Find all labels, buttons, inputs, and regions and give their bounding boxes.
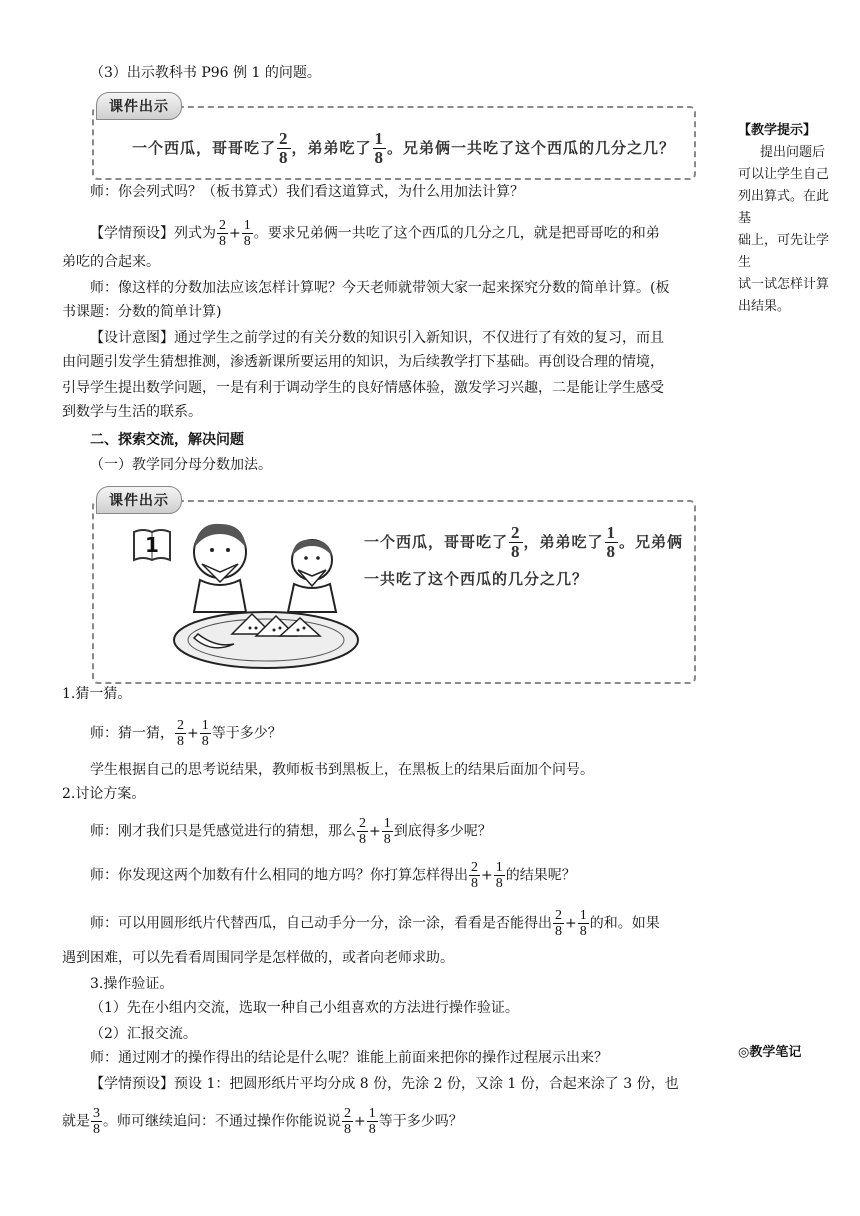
paragraph: 学生根据自己的思考说结果，教师板书到黑板上，在黑板上的结果后面加个问号。: [90, 762, 594, 778]
paragraph: 师：刚才我们只是凭感觉进行的猜想，那么 $\frac{2}{8}$ + $\frac{1}{8}$ 到底得多少呢？: [90, 816, 492, 847]
paragraph: 师：像这样的分数加法应该怎样计算呢？今天老师就带领大家一起来探究分数的简单计算。(板: [90, 280, 670, 296]
watermelon-illustration: [172, 512, 360, 670]
example-number: 1: [145, 533, 159, 557]
teaching-tip-line: 础上，可先让学生: [738, 233, 830, 270]
paragraph: 弟吃的合起来。: [62, 254, 160, 270]
courseware-label: 课件出示: [96, 486, 182, 514]
paragraph: （一）教学同分母分数加法。: [90, 457, 272, 473]
teaching-tip-line: 出结果。: [738, 299, 791, 314]
section-heading: 二、探索交流，解决问题: [90, 432, 244, 448]
step-heading: 2.讨论方案。: [62, 786, 146, 802]
paragraph: 师：猜一猜， $\frac{2}{8}$ + $\frac{1}{8}$ 等于多少？: [90, 718, 282, 749]
paragraph: 到数学与生活的联系。: [62, 404, 202, 420]
courseware-problem: 一个西瓜，哥哥吃了 $\frac{2}{8}$ ，弟弟吃了 $\frac{1}{8}$ 。兄弟俩一共吃了这个西瓜的几分之几？: [132, 129, 676, 167]
paragraph: 遇到困难，可以先看看周围同学是怎样做的，或者向老师求助。: [62, 950, 454, 966]
teaching-tip-line: 试一试怎样计算: [738, 277, 830, 292]
paragraph: 【学情预设】预设 1：把圆形纸片平均分成 8 份，先涂 2 份，又涂 1 份，合起来涂了 3 份，也: [90, 1076, 679, 1092]
paragraph: 引导学生提出数学问题，一是有利于调动学生的良好情感体验，激发学习兴趣，二是能让学生感受: [62, 380, 664, 396]
paragraph: 师：通过刚才的操作得出的结论是什么呢？谁能上前面来把你的操作过程展示出来？: [90, 1050, 608, 1066]
paragraph: 师：可以用圆形纸片代替西瓜，自己动手分一分，涂一涂，看看是否能得出 $\frac{2}{8}$ + $\frac{1}{8}$ 的和。如果: [90, 908, 660, 939]
paragraph: 书课题：分数的简单计算): [62, 304, 222, 320]
teaching-tip-line: 提出问题后: [760, 145, 826, 160]
paragraph: 【设计意图】通过学生之前学过的有关分数的知识引入新知识，不仅进行了有效的复习，而且: [90, 330, 664, 346]
step-heading: 3.操作验证。: [90, 976, 174, 992]
step-heading: 1.猜一猜。: [62, 686, 132, 702]
teaching-tip-line: 可以让学生自己: [738, 167, 830, 182]
paragraph: 由问题引发学生猜想推测，渗透新课所要运用的知识，为后续教学打下基础。再创设合理的情境，: [62, 354, 664, 370]
paragraph: （1）先在小组内交流，选取一种自己小组喜欢的方法进行操作验证。: [90, 1000, 519, 1016]
teaching-tip-line: 列出算式。在此基: [738, 189, 830, 226]
courseware-problem-cont: 一共吃了这个西瓜的几分之几？: [364, 570, 589, 588]
courseware-problem: 一个西瓜，哥哥吃了 $\frac{2}{8}$ ，弟弟吃了 $\frac{1}{8}$ 。兄弟俩: [364, 523, 684, 561]
paragraph: 师：你会列式吗？（板书算式）我们看这道算式，为什么用加法计算？: [90, 184, 524, 200]
teaching-tip-title: 【教学提示】: [738, 123, 817, 138]
paragraph: 师：你发现这两个加数有什么相同的地方吗？你打算怎样得出 $\frac{2}{8}$ + $\frac{1}{8}$ 的结果呢？: [90, 860, 576, 891]
paragraph: 【学情预设】列式为 $\frac{2}{8}$ + $\frac{1}{8}$ 。要求兄弟俩一共吃了这个西瓜的几分之几，就是把哥哥吃的和弟: [90, 218, 660, 249]
example-number-badge: [132, 528, 172, 562]
paragraph: （3）出示教科书 P96 例 1 的问题。: [90, 65, 321, 81]
paragraph: 就是 $\frac{3}{8}$ 。师可继续追问：不通过操作你能说说 $\frac{2}{8}$ + $\frac{1}{8}$ 等于多少吗？: [62, 1106, 463, 1137]
paragraph: （2）汇报交流。: [90, 1026, 197, 1042]
teaching-tip: [738, 120, 840, 318]
courseware-label: 课件出示: [96, 92, 182, 120]
teaching-notes-heading: ◎教学笔记: [738, 1045, 802, 1060]
